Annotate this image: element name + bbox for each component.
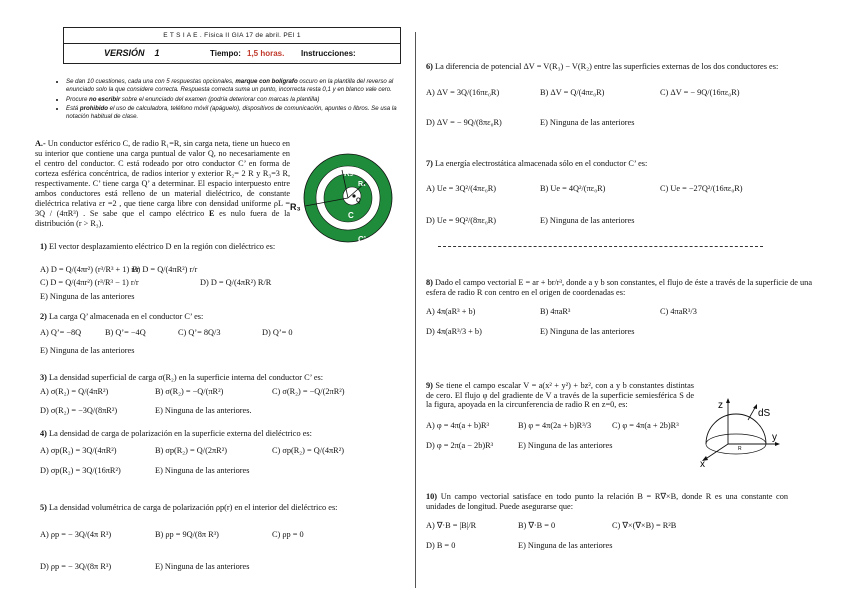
label-c-prime: C’ xyxy=(358,235,366,244)
section-separator xyxy=(438,246,763,247)
answer-option[interactable]: D) σp(R₂) = 3Q/(16πR²) xyxy=(40,466,121,475)
answer-option[interactable]: B) 4πaR³ xyxy=(540,307,571,316)
answer-option[interactable]: A) ∇·B = |B|/R xyxy=(426,521,477,530)
answer-option[interactable]: B) Ue = 4Q²/(πε₀R) xyxy=(540,184,606,193)
answer-option[interactable]: C) ΔV = − 9Q/(16πε₀R) xyxy=(660,88,740,97)
answer-option[interactable]: B) D = Q/(4πR²) r/r xyxy=(132,265,198,274)
answer-option[interactable]: B) Q’= −4Q xyxy=(105,328,146,337)
answer-option[interactable]: D) ρp = − 3Q/(8π R³) xyxy=(40,562,112,571)
header-line1: E T S I A E . Física II GIA 17 de abril. PEI 1 xyxy=(64,28,400,44)
question-1: 1) El vector desplazamiento eléctrico D en la región con dieléctrico es: xyxy=(40,242,276,251)
problem-a-statement xyxy=(35,139,290,229)
concentric-spheres-figure xyxy=(290,150,400,250)
label-q: Q xyxy=(356,198,361,204)
instruction-item: • Está prohibido el uso de calculadora, teléfono móvil (apáguelo), dispositivos de comunicación, apuntes o libros. Se usa la notación habitual de clase. xyxy=(66,105,416,122)
answer-option[interactable]: A) ΔV = 3Q/(16πε₀R) xyxy=(426,88,500,97)
answer-option[interactable]: C) σp(R₂) = Q/(4πR²) xyxy=(272,446,344,455)
question-text: Un campo vectorial satisface en todo punto la relación B = R∇×B, donde R es una constante con unidades de longitud. Puede asegurarse que: xyxy=(426,492,789,511)
answer-option[interactable]: D) 4π(aR³/3 + b) xyxy=(426,327,482,336)
instructions-label: Instrucciones: xyxy=(301,49,356,58)
question-text: La diferencia de potencial ΔV = V(R₃) − V(R₂) entre las superficies externas de los dos conductores es: xyxy=(435,62,779,71)
question-text: El vector desplazamiento eléctrico D en la región con dieléctrico es: xyxy=(49,242,276,251)
question-4: 4) La densidad de carga de polarización en la superficie externa del dieléctrico es: xyxy=(40,429,312,438)
problem-a-text: Un conductor esférico C, de radio R₁=R, sin carga neta, tiene un hueco en su interior que contiene una carga puntual de valor Q, no necesariamente en el centro del conductor. C está rodeado por otro conductor C’ en forma de corteza esférica concéntrica, de radios interior y exterior R₂= 2 R y R₃=3 R, respectivamente. C’ tiene carga Q’ a determinar. El espacio interpuesto entre ambos conductores está relleno de un material dieléctrico, de constante dieléctrica relativa εr =2 , que tiene carga libre con densidad uniforme ρL = 3Q / (4πR³) . Se sabe que el campo eléctrico xyxy=(35,139,291,218)
answer-option[interactable]: C) ρp = 0 xyxy=(272,530,304,539)
answer-option[interactable]: D) B = 0 xyxy=(426,541,456,550)
instruction-item: • Procure no escribir sobre el enunciado del examen (podría deteriorar con marcas la plantilla) xyxy=(66,96,416,104)
question-2: 2) La carga Q’ almacenada en el conductor C’ es: xyxy=(40,312,204,321)
column-divider xyxy=(415,32,416,588)
x-axis xyxy=(704,444,728,460)
instructions-list xyxy=(54,78,416,122)
answer-option[interactable]: B) σ(R₂) = −Q/(πR²) xyxy=(155,387,224,396)
question-text: La carga Q’ almacenada en el conductor C’ es: xyxy=(49,312,204,321)
answer-option[interactable]: A) ρp = − 3Q/(4π R³) xyxy=(40,530,112,539)
time-value: 1,5 horas. xyxy=(247,49,285,58)
question-9: 9) Se tiene el campo escalar V = a(x² + y²) + bz², con a y b constantes distintas de cero. El flujo φ del gradiente de V a través de la superficie semiesférica S de la figura, apoyada en la circunferencia de radio R en z=0, es: xyxy=(426,381,695,410)
hemisphere-surface xyxy=(706,414,766,444)
answer-option[interactable]: D) Ue = 9Q²/(8πε₀R) xyxy=(426,216,497,225)
question-text: La densidad superficial de carga σ(R₂) en la superficie interna del conductor C’ es: xyxy=(49,373,324,382)
answer-option[interactable]: C) ∇×(∇×B) = R²B xyxy=(612,521,677,530)
answer-option[interactable]: E) Ninguna de las anteriores xyxy=(40,292,135,301)
answer-option[interactable]: A) σp(R₂) = 3Q/(4πR²) xyxy=(40,446,117,455)
question-8: 8) Dado el campo vectorial E = ar + br/r³, donde a y b son constantes, el flujo de éste a través de la superficie de una esfera de radio R con centro en el origen de coordenadas es: xyxy=(426,278,813,297)
answer-option[interactable]: C) φ = 4π(a + 2b)R³ xyxy=(612,421,679,430)
answer-option[interactable]: D) ΔV = − 9Q/(8πε₀R) xyxy=(426,118,502,127)
answer-option[interactable]: C) Ue = −27Q²/(16πε₀R) xyxy=(660,184,743,193)
time-label: Tiempo: xyxy=(210,49,241,58)
question-text: La densidad de carga de polarización en la superficie externa del dieléctrico es: xyxy=(49,429,312,438)
answer-option[interactable]: E) Ninguna de las anteriores xyxy=(155,466,250,475)
answer-option[interactable]: E) Ninguna de las anteriores xyxy=(518,441,613,450)
label-ds: dS xyxy=(758,408,771,419)
z-axis-arrow xyxy=(726,398,730,403)
answer-option[interactable]: C) 4πaR³/3 xyxy=(660,307,697,316)
question-text: La energía electrostática almacenada sólo en el conductor C’ es: xyxy=(435,159,648,168)
label-c: C xyxy=(348,211,354,220)
answer-option[interactable]: A) D = Q/(4πr²) (r³/R³ + 1) r/r xyxy=(40,265,140,274)
answer-option[interactable]: E) Ninguna de las anteriores. xyxy=(155,406,252,415)
answer-option[interactable]: A) Q’= −8Q xyxy=(40,328,82,337)
question-7: 7) La energía electrostática almacenada sólo en el conductor C’ es: xyxy=(426,159,648,168)
question-text: Se tiene el campo escalar V = a(x² + y²) + bz², con a y b constantes distintas de cero. El flujo φ del gradiente de V a través de la superficie semiesférica S de la figura, apoyada en la circunferencia de radio R en z=0, es: xyxy=(426,381,695,410)
answer-option[interactable]: B) ΔV = Q/(4πε₀R) xyxy=(540,88,605,97)
answer-option[interactable]: E) Ninguna de las anteriores xyxy=(40,346,135,355)
question-text: La densidad volumétrica de carga de polarización ρp(r) en el interior del dieléctrico es: xyxy=(49,503,338,512)
question-5: 5) La densidad volumétrica de carga de polarización ρp(r) en el interior del dieléctrico es: xyxy=(40,503,338,512)
answer-option[interactable]: A) σ(R₂) = Q/(4πR²) xyxy=(40,387,109,396)
answer-option[interactable]: E) Ninguna de las anteriores xyxy=(540,327,635,336)
answer-option[interactable]: A) φ = 4π(a + b)R³ xyxy=(426,421,489,430)
question-10: 10) Un campo vectorial satisface en todo punto la relación B = R∇×B, donde R es una constante con unidades de longitud. Puede asegurarse que: xyxy=(426,492,789,511)
label-r2: R₂ xyxy=(344,169,354,178)
answer-option[interactable]: C) Q’= 8Q/3 xyxy=(178,328,221,337)
answer-option[interactable]: B) φ = 4π(2a + b)R³/3 xyxy=(518,421,592,430)
problem-a-field-symbol: E xyxy=(208,209,215,218)
answer-option[interactable]: D) D = Q/(4πR²) R/R xyxy=(200,278,272,287)
answer-option[interactable]: E) Ninguna de las anteriores xyxy=(518,541,613,550)
instruction-item: • Se dan 10 cuestiones, cada una con 5 respuestas opcionales, marque con bolígrafo oscuro en la plantilla del reverso al enunciado solo la que considere correcta. Respuesta correcta suma un punto, incorrecta resta 0,1 y en blanco vale cero. xyxy=(66,78,416,95)
problem-a-text-end: es nulo fuera de la distribución (r > R₃). xyxy=(35,209,291,228)
hemisphere-figure xyxy=(698,394,784,470)
answer-option[interactable]: D) Q’= 0 xyxy=(262,328,293,337)
header-line2 xyxy=(64,44,400,63)
label-r3: R₃ xyxy=(290,202,301,212)
answer-option[interactable]: B) σp(R₂) = Q/(2πR²) xyxy=(155,446,227,455)
label-x: x xyxy=(700,459,705,470)
answer-option[interactable]: E) Ninguna de las anteriores xyxy=(540,118,635,127)
answer-option[interactable]: A) 4π(aR³ + b) xyxy=(426,307,476,316)
answer-option[interactable]: D) σ(R₂) = −3Q/(8πR²) xyxy=(40,406,118,415)
answer-option[interactable]: C) D = Q/(4πr²) (r³/R³ − 1) r/r xyxy=(40,278,139,287)
answer-option[interactable]: E) Ninguna de las anteriores xyxy=(155,562,250,571)
label-r1: R₁ xyxy=(358,181,366,188)
ds-vector-arrow xyxy=(753,404,757,409)
answer-option[interactable]: D) φ = 2π(a − 2b)R³ xyxy=(426,441,494,450)
version-label: VERSIÓN 1 xyxy=(104,48,160,58)
question-6: 6) La diferencia de potencial ΔV = V(R₃) − V(R₂) entre las superficies externas de los dos conductores es: xyxy=(426,62,779,71)
answer-option[interactable]: B) ρp = 9Q/(8π R³) xyxy=(155,530,219,539)
label-z: z xyxy=(718,400,723,411)
question-text: Dado el campo vectorial E = ar + br/r³, donde a y b son constantes, el flujo de éste a través de la superficie de una esfera de radio R con centro en el origen de coordenadas es: xyxy=(426,278,813,297)
question-3: 3) La densidad superficial de carga σ(R₂) en la superficie interna del conductor C’ es: xyxy=(40,373,324,382)
exam-header xyxy=(63,27,401,64)
label-y: y xyxy=(772,432,777,443)
answer-option[interactable]: A) Ue = 3Q²/(4πε₀R) xyxy=(426,184,497,193)
answer-option[interactable]: E) Ninguna de las anteriores xyxy=(540,216,635,225)
problem-a-label: A.- xyxy=(35,139,46,148)
answer-option[interactable]: C) σ(R₂) = −Q/(2πR²) xyxy=(272,387,345,396)
label-r: R xyxy=(738,446,742,452)
answer-option[interactable]: B) ∇·B = 0 xyxy=(518,521,556,530)
